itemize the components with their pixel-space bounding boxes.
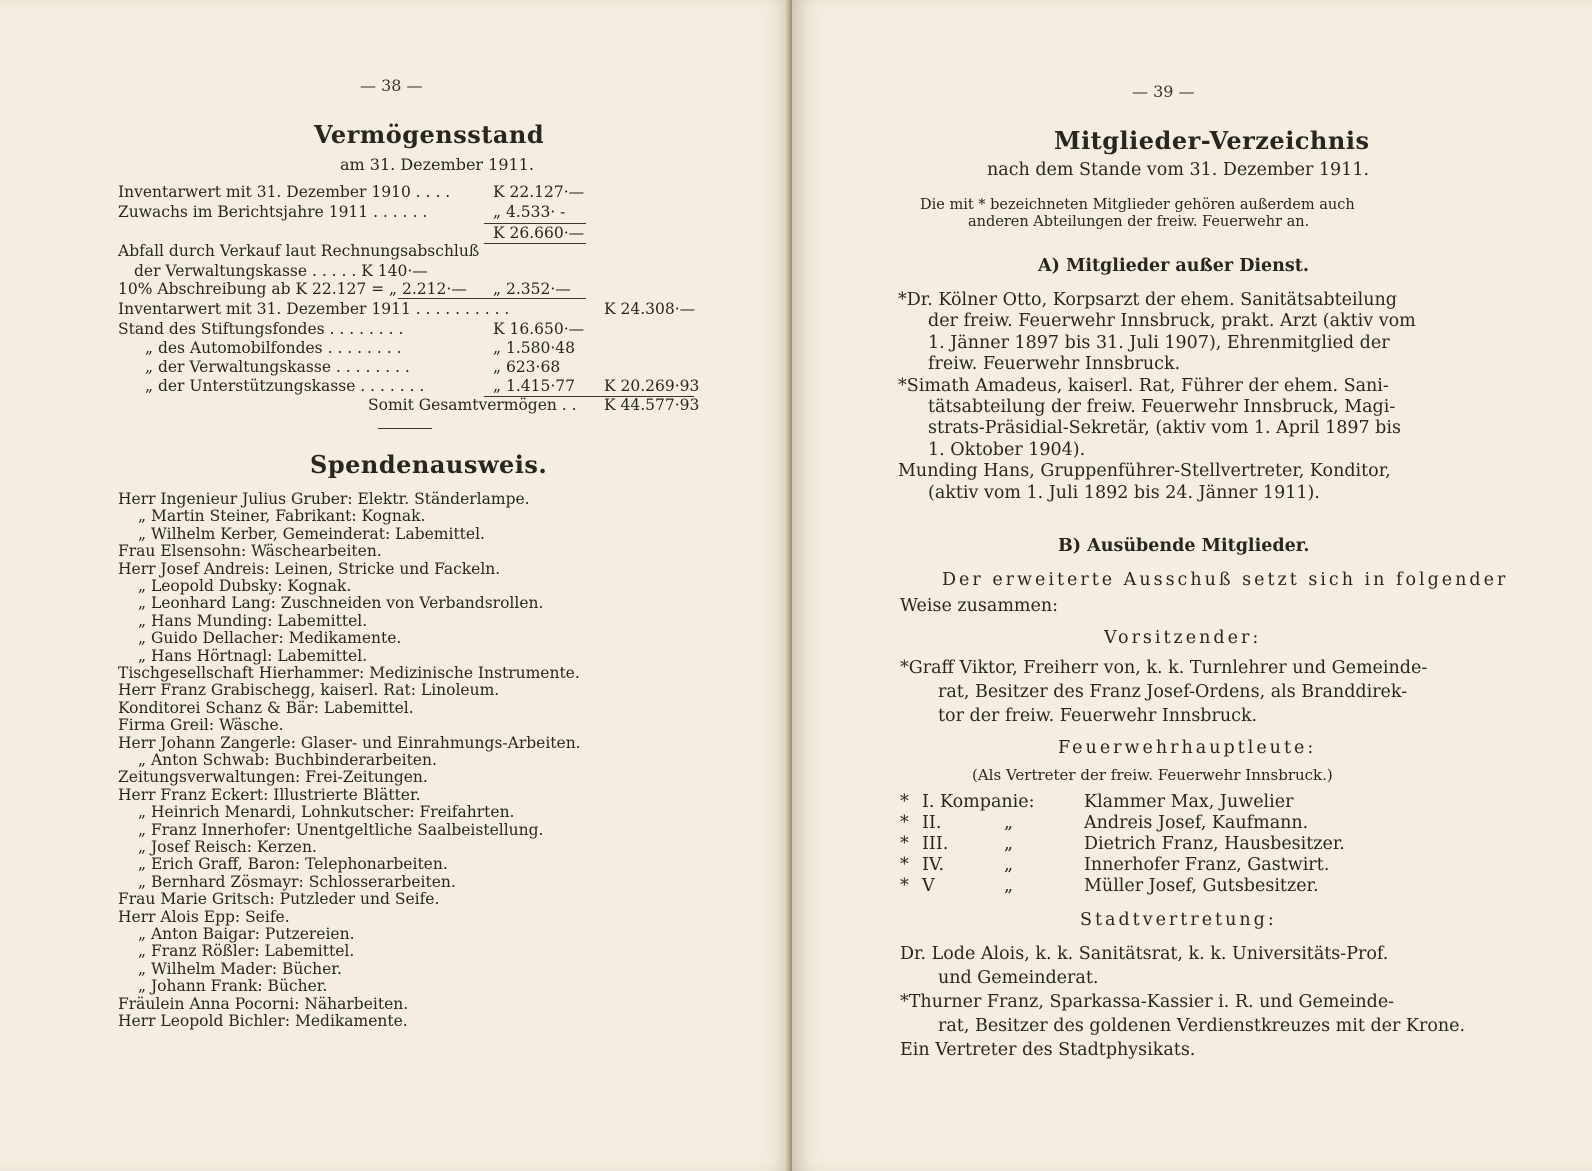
table-row-amount: „ 2.352·— [493,280,571,298]
list-item-name: Klammer Max, Juwelier [1084,792,1294,812]
section-divider [378,428,432,429]
list-item: Herr Johann Zangerle: Glaser- und Einrahmungs-Arbeiten. [118,733,581,752]
ditto-mark: „ [1004,834,1014,854]
table-row-label: „ der Unterstützungskasse . . . . . . . [145,377,425,395]
list-item: „ Franz Innerhofer: Unentgeltliche Saalbeistellung. [138,820,544,839]
list-item: Herr Franz Grabischegg, kaiserl. Rat: Linoleum. [118,681,500,700]
page-subtitle: am 31. Dezember 1911. [340,155,534,174]
list-item: „ Martin Steiner, Fabrikant: Kognak. [138,507,426,526]
left-page [0,0,792,1171]
list-item: Zeitungsverwaltungen: Frei-Zeitungen. [118,768,428,787]
body-line: *Thurner Franz, Sparkassa-Kassier i. R. und Gemeinde- [900,992,1395,1012]
sum-rule [484,243,586,244]
table-row-label: Somit Gesamtvermögen . . [368,396,577,414]
note-line: anderen Abteilungen der freiw. Feuerwehr an. [968,214,1310,230]
table-row-amount: „ 4.533· - [493,203,566,221]
body-line: tor der freiw. Feuerwehr Innsbruck. [938,706,1258,726]
list-item: Konditorei Schanz & Bär: Labemittel. [118,698,414,717]
page-title: Mitglieder-Verzeichnis [1054,126,1370,155]
body-line: rat, Besitzer des Franz Josef-Ordens, als Branddirek- [938,682,1408,702]
sum-rule [398,298,586,299]
right-page [792,0,1592,1171]
table-row-label: 10% Abschreibung ab K 22.127 = „ 2.212·— [118,280,467,298]
page-title: Vermögensstand [314,120,545,149]
table-row-amount: K 26.660·— [493,224,585,242]
list-item-number: III. [922,834,949,854]
body-line: und Gemeinderat. [938,968,1099,988]
table-row-amount: „ 623·68 [493,358,561,376]
list-item-name: Innerhofer Franz, Gastwirt. [1084,855,1330,875]
subheading: Feuerwehrhauptleute: [1058,738,1317,758]
table-row-amount: K 22.127·— [493,183,585,201]
list-item: „ Bernhard Zösmayr: Schlosserarbeiten. [138,872,456,891]
list-item: Herr Leopold Bichler: Medikamente. [118,1012,408,1030]
list-item-mark: * [900,792,909,812]
table-row-label: Stand des Stiftungsfondes . . . . . . . . [118,320,404,338]
section-title: Spendenausweis. [310,450,548,479]
list-item: „ Leonhard Lang: Zuschneiden von Verbandsrollen. [138,594,544,613]
ditto-mark: „ [1004,813,1014,833]
list-item: „ Wilhelm Kerber, Gemeinderat: Labemittel. [138,524,485,543]
body-line: Dr. Lode Alois, k. k. Sanitätsrat, k. k. Universitäts-Prof. [900,944,1389,964]
list-item-mark: * [900,813,909,833]
list-item-mark: * [900,855,909,875]
body-line: 1. Jänner 1897 bis 31. Juli 1907), Ehrenmitglied der [928,332,1390,353]
list-item: „ Erich Graff, Baron: Telephonarbeiten. [138,855,448,874]
body-line: 1. Oktober 1904). [928,439,1086,460]
note-line: Die mit * bezeichneten Mitglieder gehören außerdem auch [920,197,1355,213]
list-item: „ Leopold Dubsky: Kognak. [138,577,352,595]
list-item-mark: * [900,876,909,896]
list-item-name: Müller Josef, Gutsbesitzer. [1084,876,1319,896]
page-number: — 39 — [1132,82,1195,101]
list-item: „ Hans Hörtnagl: Labemittel. [138,646,368,665]
list-item: Herr Alois Epp: Seife. [118,907,290,926]
page-number: — 38 — [360,76,423,95]
subheading: Vorsitzender: [1104,628,1262,648]
table-row-amount: „ 1.415·77 [493,377,575,395]
table-row-amount: „ 1.580·48 [493,339,575,357]
list-item: „ Wilhelm Mader: Bücher. [138,959,342,978]
list-item: Firma Greil: Wäsche. [118,716,284,735]
body-line: Weise zusammen: [900,596,1059,616]
list-item: Fräulein Anna Pocorni: Näharbeiten. [118,994,409,1013]
list-item: „ Anton Schwab: Buchbinderarbeiten. [138,751,437,769]
section-heading: B) Ausübende Mitglieder. [1058,536,1310,556]
grand-total: K 44.577·93 [604,396,700,414]
ditto-mark: „ [1004,876,1014,896]
table-row-total: K 24.308·— [604,300,696,318]
body-line: Der erweiterte Ausschuß setzt sich in folgender [942,570,1509,590]
body-line: strats-Präsidial-Sekretär, (aktiv vom 1. April 1897 bis [928,418,1401,439]
section-heading: A) Mitglieder außer Dienst. [1038,256,1309,276]
list-item: Herr Franz Eckert: Illustrierte Blätter. [118,785,421,804]
page-subtitle: nach dem Stande vom 31. Dezember 1911. [987,160,1370,180]
body-line: freiw. Feuerwehr Innsbruck. [928,354,1181,375]
list-item-number: II. [922,813,942,833]
list-item-number: I. Kompanie: [922,792,1035,812]
list-item: Herr Ingenieur Julius Gruber: Elektr. Ständerlampe. [118,490,530,508]
list-item: „ Guido Dellacher: Medikamente. [138,629,402,648]
body-line: (aktiv vom 1. Juli 1892 bis 24. Jänner 1911). [928,482,1320,503]
table-row-label: Inventarwert mit 31. Dezember 1911 . . . . . . . . . . [118,300,510,318]
table-row-label: der Verwaltungskasse . . . . . K 140·— [134,262,428,280]
list-item-name: Andreis Josef, Kaufmann. [1084,813,1309,833]
list-item: Tischgesellschaft Hierhammer: Medizinische Instrumente. [118,664,580,682]
body-line: Ein Vertreter des Stadtphysikats. [900,1040,1196,1060]
body-line: *Simath Amadeus, kaiserl. Rat, Führer der ehem. Sani- [898,375,1389,396]
ditto-mark: „ [1004,855,1014,875]
table-row-label: Inventarwert mit 31. Dezember 1910 . . . . [118,183,451,201]
body-line: *Graff Viktor, Freiherr von, k. k. Turnlehrer und Gemeinde- [900,658,1428,678]
body-line: tätsabteilung der freiw. Feuerwehr Innsbruck, Magi- [928,397,1396,417]
table-row-total: K 20.269·93 [604,377,700,395]
table-row-label: „ der Verwaltungskasse . . . . . . . . [145,358,410,376]
table-row-amount: K 16.650·— [493,320,585,338]
table-row-label: „ des Automobilfondes . . . . . . . . [145,339,402,357]
table-row-label: Zuwachs im Berichtsjahre 1911 . . . . . . [118,203,428,221]
subheading-note: (Als Vertreter der freiw. Feuerwehr Innsbruck.) [972,766,1333,784]
list-item: „ Johann Frank: Bücher. [138,977,328,996]
list-item: „ Heinrich Menardi, Lohnkutscher: Freifahrten. [138,803,515,822]
table-row-label: Abfall durch Verkauf laut Rechnungsabschluß [118,242,480,260]
body-line: der freiw. Feuerwehr Innsbruck, prakt. Arzt (aktiv vom [928,311,1416,332]
list-item-number: IV. [922,855,945,875]
list-item: „ Anton Baigar: Putzereien. [138,925,355,943]
list-item: Herr Josef Andreis: Leinen, Stricke und Fackeln. [118,559,501,578]
body-line: *Dr. Kölner Otto, Korpsarzt der ehem. Sanitätsabteilung [898,290,1397,310]
list-item: „ Josef Reisch: Kerzen. [138,838,317,856]
list-item: „ Hans Munding: Labemittel. [138,611,368,630]
list-item: Frau Marie Gritsch: Putzleder und Seife. [118,890,440,909]
list-item-mark: * [900,834,909,854]
list-item: „ Franz Rößler: Labemittel. [138,942,355,961]
list-item: Frau Elsensohn: Wäschearbeiten. [118,542,382,561]
body-line: Munding Hans, Gruppenführer-Stellvertreter, Konditor, [898,461,1391,482]
list-item-number: V [922,876,935,896]
body-line: rat, Besitzer des goldenen Verdienstkreuzes mit der Krone. [938,1016,1466,1036]
subheading: Stadtvertretung: [1080,910,1277,930]
list-item-name: Dietrich Franz, Hausbesitzer. [1084,834,1345,854]
